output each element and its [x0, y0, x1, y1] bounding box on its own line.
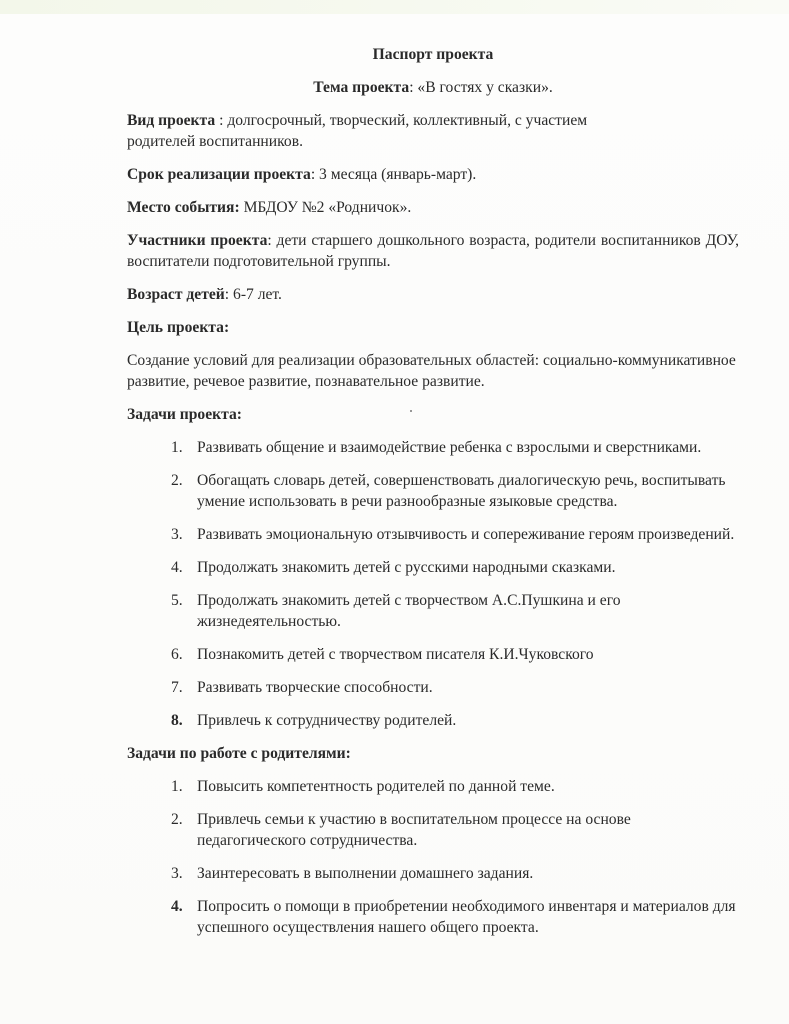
list-item-number: 6. — [171, 646, 183, 663]
list-item-text: Попросить о помощи в приобретении необходимого инвентаря и материалов для успешного осуществления нашего общего проекта. — [197, 898, 736, 936]
project-period-value: : 3 месяца (январь-март). — [310, 166, 477, 183]
project-type-label: Вид проекта — [127, 112, 216, 129]
project-place-label: Место события: — [127, 199, 240, 216]
children-age — [127, 284, 739, 305]
project-goal-heading: Цель проекта: — [127, 319, 230, 336]
list-item — [127, 644, 739, 665]
project-type-line1: : долгосрочный, творческий, коллективный, с участием — [215, 112, 588, 129]
project-tasks-list — [127, 437, 739, 731]
list-item — [127, 710, 739, 731]
scan-edge-band — [0, 0, 789, 14]
list-item — [127, 809, 739, 851]
project-type — [127, 110, 739, 152]
list-item-text: Повысить компетентность родителей по данной теме. — [197, 778, 555, 795]
list-item-number: 3. — [171, 865, 183, 882]
parents-tasks-list — [127, 776, 739, 938]
project-theme — [127, 77, 739, 98]
list-item — [127, 524, 739, 545]
list-item-number: 3. — [171, 526, 183, 543]
document-title: Паспорт проекта — [372, 46, 494, 63]
list-item-text: Познакомить детей с творчеством писателя К.И.Чуковского — [197, 646, 594, 663]
project-theme-label: Тема проекта — [313, 79, 410, 96]
list-item — [127, 677, 739, 698]
list-item — [127, 863, 739, 884]
project-participants — [127, 230, 739, 272]
project-place-value: МБДОУ №2 «Родничок». — [239, 199, 412, 216]
list-item-number: 7. — [171, 679, 183, 696]
list-item-text: Привлечь семьи к участию в воспитательном процессе на основе педагогического сотрудничества. — [197, 811, 631, 849]
list-item-number: 4. — [171, 898, 183, 915]
list-item-number: 2. — [171, 811, 183, 828]
children-age-value: : 6-7 лет. — [224, 286, 282, 303]
project-participants-label: Участники проекта — [127, 232, 268, 249]
project-period — [127, 164, 739, 185]
list-item-number: 5. — [171, 592, 183, 609]
list-item — [127, 437, 739, 458]
list-item-text: Заинтересовать в выполнении домашнего задания. — [197, 865, 534, 882]
project-place — [127, 197, 739, 218]
list-item — [127, 590, 739, 632]
list-item-number: 1. — [171, 778, 183, 795]
list-item-text: Развивать эмоциональную отзывчивость и сопереживание героям произведений. — [197, 526, 735, 543]
list-item-text: Продолжать знакомить детей с творчеством А.С.Пушкина и его жизнедеятельностью. — [197, 592, 621, 630]
project-type-line2: родителей воспитанников. — [127, 133, 303, 150]
list-item-text: Развивать общение и взаимодействие ребенка с взрослыми и сверстниками. — [197, 439, 702, 456]
list-item — [127, 776, 739, 797]
list-item — [127, 896, 739, 938]
project-tasks-heading: Задачи проекта: — [127, 406, 242, 423]
project-participants-value: : дети старшего дошкольного возраста, родители воспитанников ДОУ, воспитатели подготовительной группы. — [127, 232, 739, 270]
list-item-text: Обогащать словарь детей, совершенствовать диалогическую речь, воспитывать умение использовать в речи разнообразные языковые средства. — [197, 472, 726, 510]
list-item-text: Развивать творческие способности. — [197, 679, 433, 696]
list-item-number: 8. — [171, 712, 183, 729]
list-item-number: 1. — [171, 439, 183, 456]
parents-tasks-heading: Задачи по работе с родителями: — [127, 745, 351, 762]
children-age-label: Возраст детей — [127, 286, 225, 303]
list-item — [127, 470, 739, 512]
document-body — [127, 44, 739, 950]
list-item-text: Привлечь к сотрудничеству родителей. — [197, 712, 457, 729]
project-period-label: Срок реализации проекта — [127, 166, 311, 183]
project-goal-text: Создание условий для реализации образовательных областей: социально-коммуникативное развитие, речевое развитие, познавательное развитие. — [127, 352, 736, 390]
list-item-number: 2. — [171, 472, 183, 489]
list-item-text: Продолжать знакомить детей с русскими народными сказками. — [197, 559, 616, 576]
project-theme-value: : «В гостях у сказки». — [409, 79, 553, 96]
list-item — [127, 557, 739, 578]
list-item-number: 4. — [171, 559, 183, 576]
